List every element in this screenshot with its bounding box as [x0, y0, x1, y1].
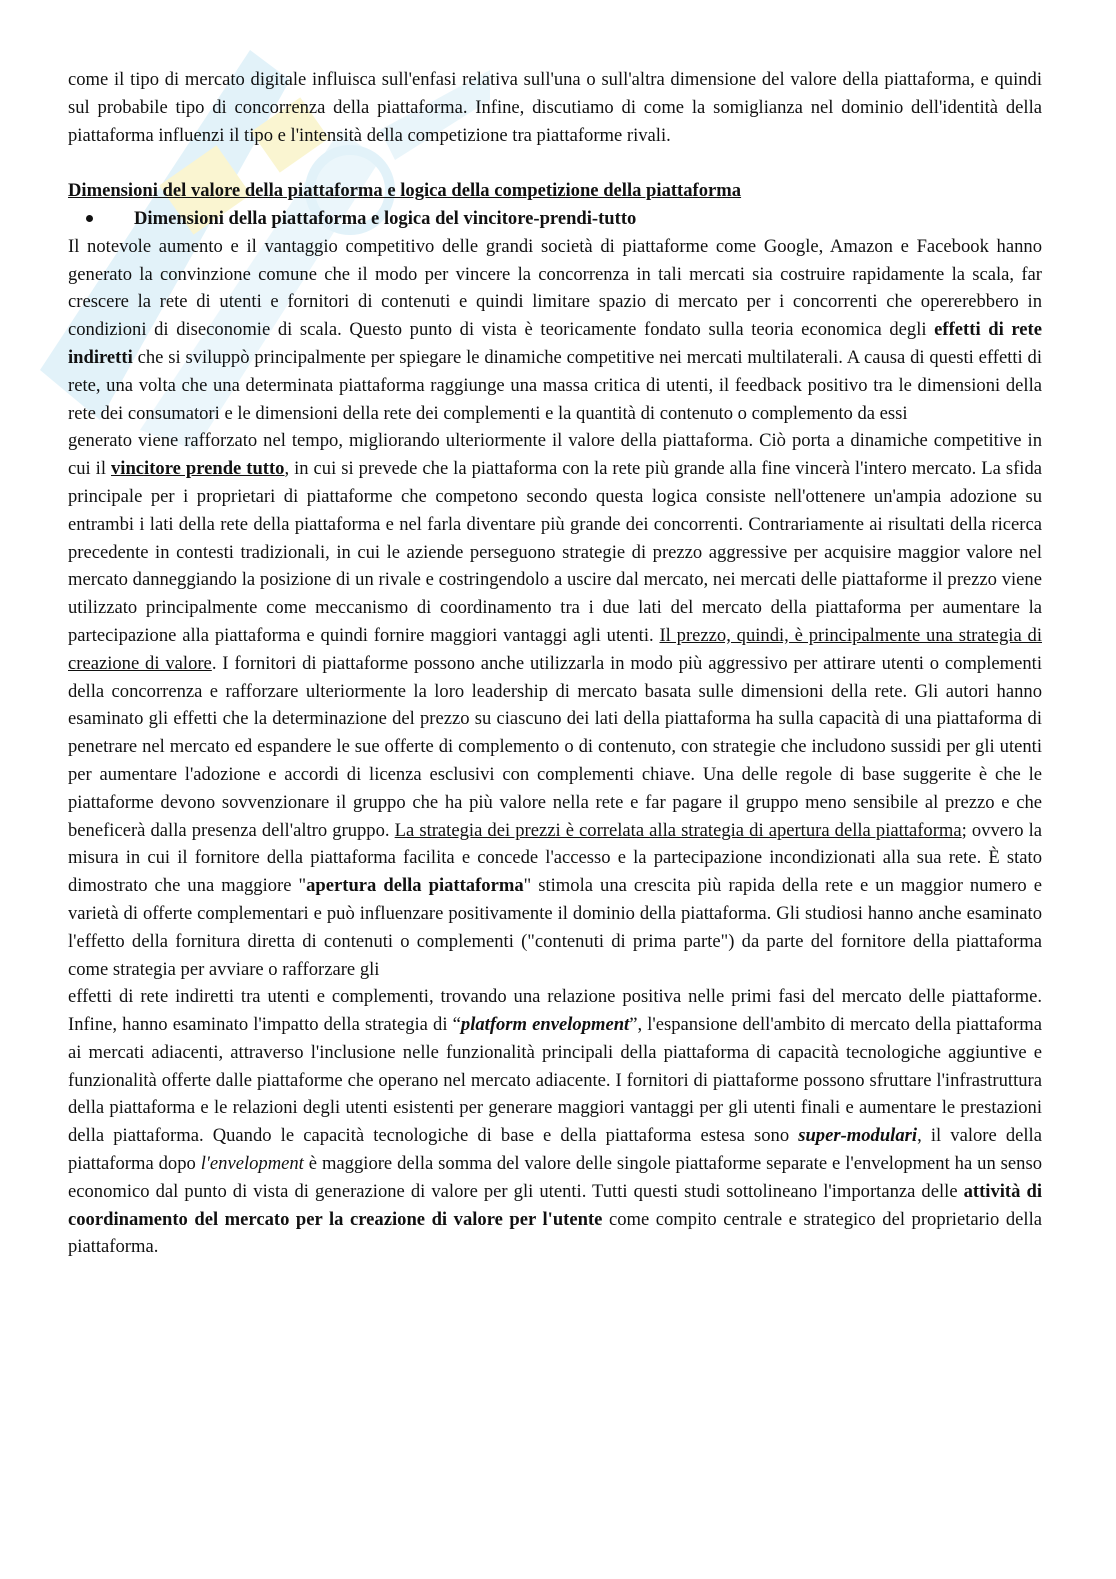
- italic-term: l'envelopment: [200, 1153, 304, 1175]
- paragraph-winner-takes-all: [68, 427, 1042, 983]
- text-run: generato viene rafforzato nel tempo, migliorando ulteriormente il valore della piattaforma. Ciò porta a dinamiche competitive in cui il: [68, 430, 1042, 480]
- section-heading: Dimensioni del valore della piattaforma e logica della competizione della piattaforma: [68, 180, 742, 202]
- intro-paragraph: come il tipo di mercato digitale influisca sull'enfasi relativa sull'una o sull'altra dimensione del valore della piattaforma, e quindi sul probabile tipo di concorrenza della piattaforma. Infine, discutiamo di come la somiglianza nel dominio dell'identità della piattaforma influenzi il tipo e l'intensità della competizione tra piattaforme rivali.: [68, 69, 1042, 146]
- text-run: è maggiore della somma del valore delle singole piattaforme separate e l'envelopment ha un senso economico dal punto di vista di generazione di valore per gli utenti. Tutti questi studi sottolineano l'importanza delle: [68, 1153, 1042, 1202]
- paragraph-spacer: [68, 149, 1042, 177]
- text-run: , il valore della piattaforma dopo: [68, 1125, 1042, 1175]
- text-run: . I fornitori di piattaforme possono anche utilizzarla in modo più aggressivo per attirare utenti o complementi della concorrenza e rafforzare ulteriormente la loro leadership di mercato basata sulle dimensioni della rete. Gli autori hanno esaminato gli effetti che la determinazione del prezzo su ciascuno dei lati della piattaforma ha sulla capacità di una piattaforma di penetrare nel mercato ed espandere le sue offerte di complemento o di contenuto, con strategie che includono sussidi per gli utenti per aumentare l'adozione e accordi di licenza esclusivi con complementi chiave. Una delle regole di base suggerite è che le piattaforme devono sovvenzionare il gruppo che ha più valore nella rete e far pagare il gruppo meno sensibile al prezzo e che beneficerà dalla presenza dell'altro gruppo.: [68, 652, 1042, 841]
- bold-italic-term: super-modulari: [798, 1125, 918, 1147]
- text-run: ”, l'espansione dell'ambito di mercato della piattaforma ai mercati adiacenti, attraverso l'inclusione nelle funzionalità principali della piattaforma di capacità tecnologiche aggiuntive e funzionalità offerte dalle piattaforme che operano nel mercato adiacente. I fornitori di piattaforme possono sfruttare l'infrastruttura della piattaforma e le relazioni degli utenti esistenti per generare maggiori vantaggi per gli utenti finali e aumentare le prestazioni della piattaforma. Quando le capacità tecnologiche di base e della piattaforma estesa sono: [68, 1014, 1043, 1147]
- paragraph-envelopment: [68, 983, 1042, 1261]
- bullet-subheading-text: Dimensioni della piattaforma e logica del vincitore-prendi-tutto: [134, 207, 637, 229]
- text-run: , in cui si prevede che la piattaforma con la rete più grande alla fine vincerà l'intero mercato. La sfida principale per i proprietari di piattaforme che competono secondo questa logica consiste nell'ottenere un'ampia adozione su entrambi i lati della rete della piattaforma e nel farla diventare più grande dei concorrenti. Contrariamente ai risultati della ricerca precedente in contesti tradizionali, in cui le aziende perseguono strategie di prezzo aggressive per acquisire maggior valore nel mercato danneggiando la posizione di un rivale e costringendolo a uscire dal mercato, nei mercati delle piattaforme il prezzo viene utilizzato principalmente come meccanismo di coordinamento tra i due lati del mercato della piattaforma per aumentare la partecipazione alla piattaforma e quindi fornire maggiori vantaggi agli utenti.: [68, 458, 1042, 646]
- bold-term: apertura della piattaforma: [306, 875, 524, 897]
- bullet-subheading: [68, 205, 1042, 233]
- underlined-phrase: Il prezzo, quindi, è principalmente una strategia di creazione di valore: [68, 624, 1042, 674]
- underlined-phrase: La strategia dei prezzi è correlata alla strategia di apertura della piattaforma: [394, 819, 962, 841]
- text-run: come compito centrale e strategico del proprietario della piattaforma.: [68, 1208, 1042, 1258]
- text-run: ; ovvero la misura in cui il fornitore della piattaforma facilita e concede l'accesso e la partecipazione incondizionati alla sua rete. È stato dimostrato che una maggiore ": [68, 819, 1042, 897]
- paragraph-network-effects: [68, 233, 1042, 428]
- bold-term: effetti di rete indiretti: [68, 319, 1042, 368]
- bold-italic-term: platform envelopment: [460, 1014, 630, 1036]
- text-run: effetti di rete indiretti tra utenti e complementi, trovando una relazione positiva nelle primi fasi del mercato delle piattaforme. Infine, hanno esaminato l'impatto della strategia di “: [68, 986, 1042, 1036]
- text-run: che si sviluppò principalmente per spiegare le dinamiche competitive nei mercati multilaterali. A causa di questi effetti di rete, una volta che una determinata piattaforma raggiunge una massa critica di utenti, il feedback positivo tra le dimensioni della rete dei consumatori e le dimensioni della rete dei complementi e la quantità di contenuto o complemento da essi: [68, 346, 1042, 424]
- text-run: Il notevole aumento e il vantaggio competitivo delle grandi società di piattaforme come Google, Amazon e Facebook hanno generato la convinzione comune che il modo per vincere la concorrenza in tali mercati sia costruire rapidamente la scala, far crescere la rete di utenti e fornitori di contenuti e quindi limitare spazio di mercato per i concorrenti che opererebbero in condizioni di diseconomie di scala. Questo punto di vista è teoricamente fondato sulla teoria economica degli: [68, 235, 1042, 341]
- bold-underlined-term: vincitore prende tutto: [111, 458, 285, 480]
- bullet-dot-icon: [86, 215, 93, 222]
- text-run: " stimola una crescita più rapida della rete e un maggior numero e varietà di offerte complementari e può influenzare positivamente il dominio della piattaforma. Gli studiosi hanno anche esaminato l'effetto della fornitura diretta di contenuti o complementi ("contenuti di prima parte") da parte del fornitore della piattaforma come strategia per avviare o rafforzare gli: [68, 875, 1042, 980]
- document-page: [68, 66, 1042, 1261]
- bold-term: attività di coordinamento del mercato per la creazione di valore per l'utente: [68, 1180, 1042, 1230]
